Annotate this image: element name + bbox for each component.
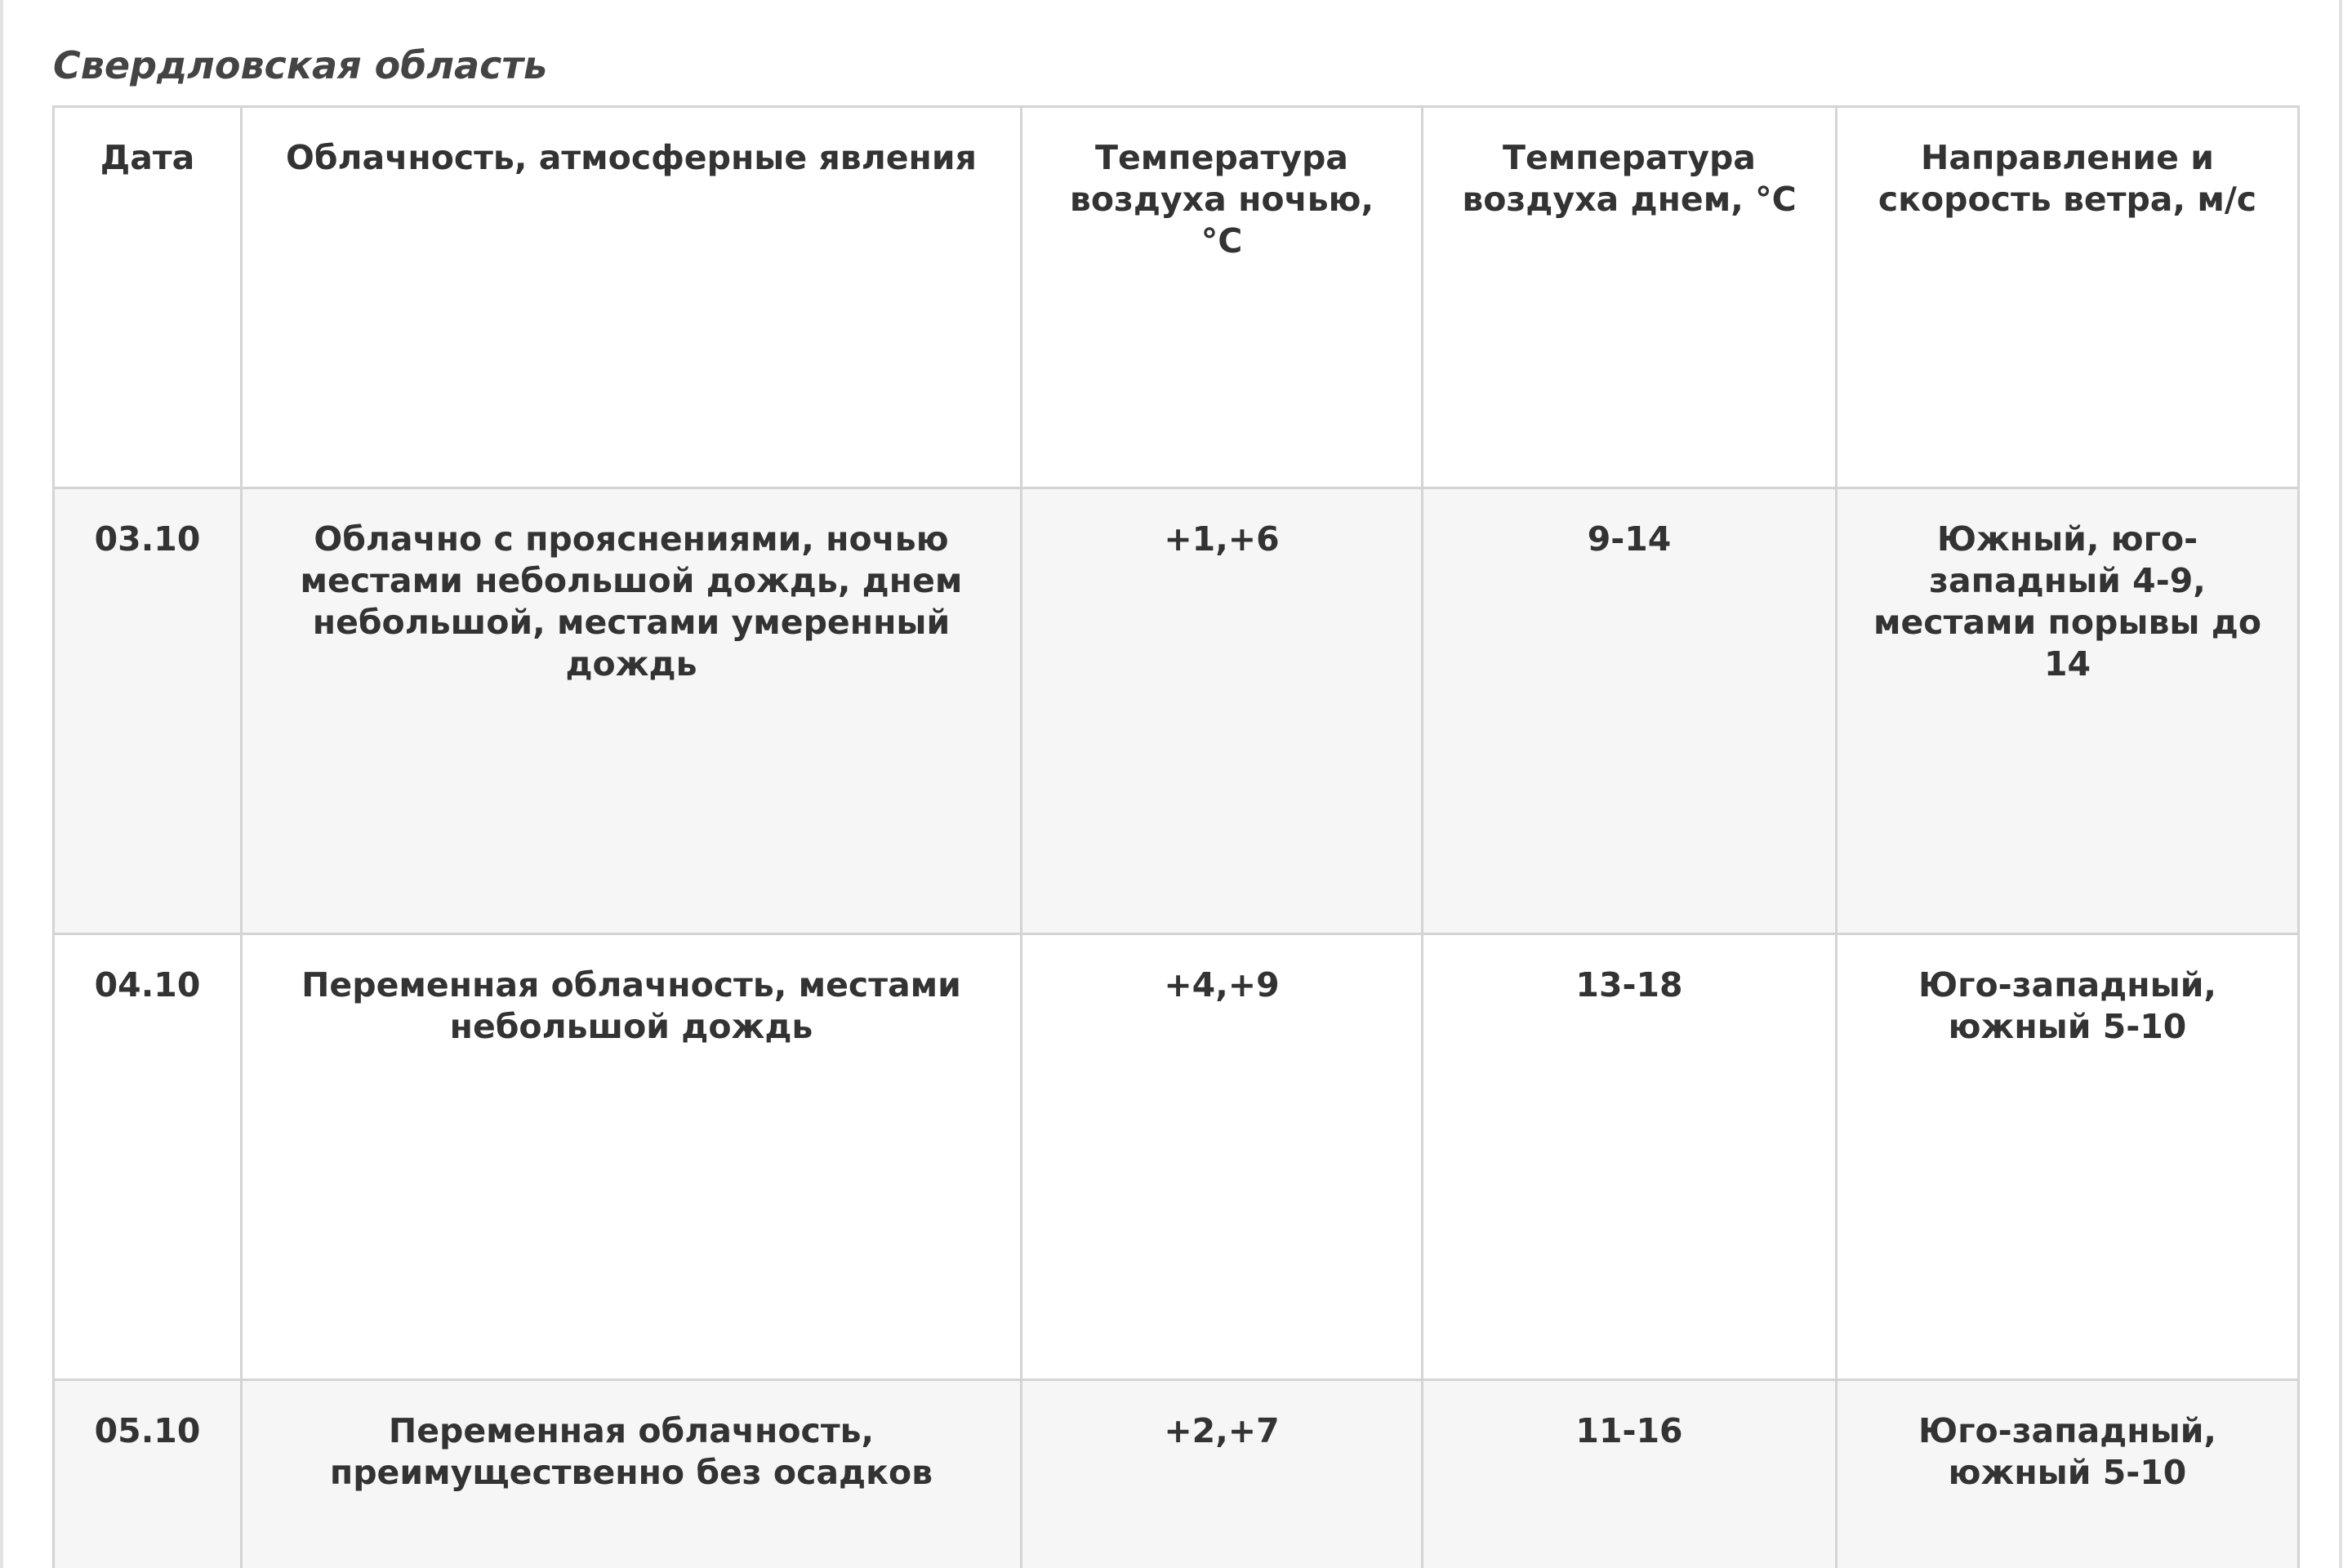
table-row [54, 488, 2299, 934]
header-row [54, 107, 2299, 488]
cell-wind: Юго-западный, южный 5-10 [1837, 1380, 2299, 1568]
header-day-temp: Температура воздуха днем, °С [1423, 107, 1837, 488]
cell-clouds: Переменная облачность, местами небольшой дождь [242, 934, 1022, 1380]
table-row [54, 934, 2299, 1380]
cell-wind: Юго-западный, южный 5-10 [1837, 934, 2299, 1380]
cell-date: 03.10 [54, 488, 242, 934]
region-title: Свердловская область [53, 43, 548, 87]
header-night-temp: Температура воздуха ночью, °С [1022, 107, 1423, 488]
cell-night-temp: +1,+6 [1022, 488, 1423, 934]
cell-wind: Южный, юго-западный 4-9, местами порывы до 14 [1837, 488, 2299, 934]
cell-night-temp: +4,+9 [1022, 934, 1423, 1380]
cell-date: 05.10 [54, 1380, 242, 1568]
cell-clouds: Переменная облачность, преимущественно без осадков [242, 1380, 1022, 1568]
cell-day-temp: 11-16 [1423, 1380, 1837, 1568]
cell-date: 04.10 [54, 934, 242, 1380]
cell-clouds: Облачно с прояснениями, ночью местами небольшой дождь, днем небольшой, местами умеренный дождь [242, 488, 1022, 934]
cell-day-temp: 9-14 [1423, 488, 1837, 934]
table-row [54, 1380, 2299, 1568]
forecast-table [52, 105, 2300, 1568]
header-wind: Направление и скорость ветра, м/с [1837, 107, 2299, 488]
cell-night-temp: +2,+7 [1022, 1380, 1423, 1568]
header-clouds: Облачность, атмосферные явления [242, 107, 1022, 488]
cell-day-temp: 13-18 [1423, 934, 1837, 1380]
header-date: Дата [54, 107, 242, 488]
